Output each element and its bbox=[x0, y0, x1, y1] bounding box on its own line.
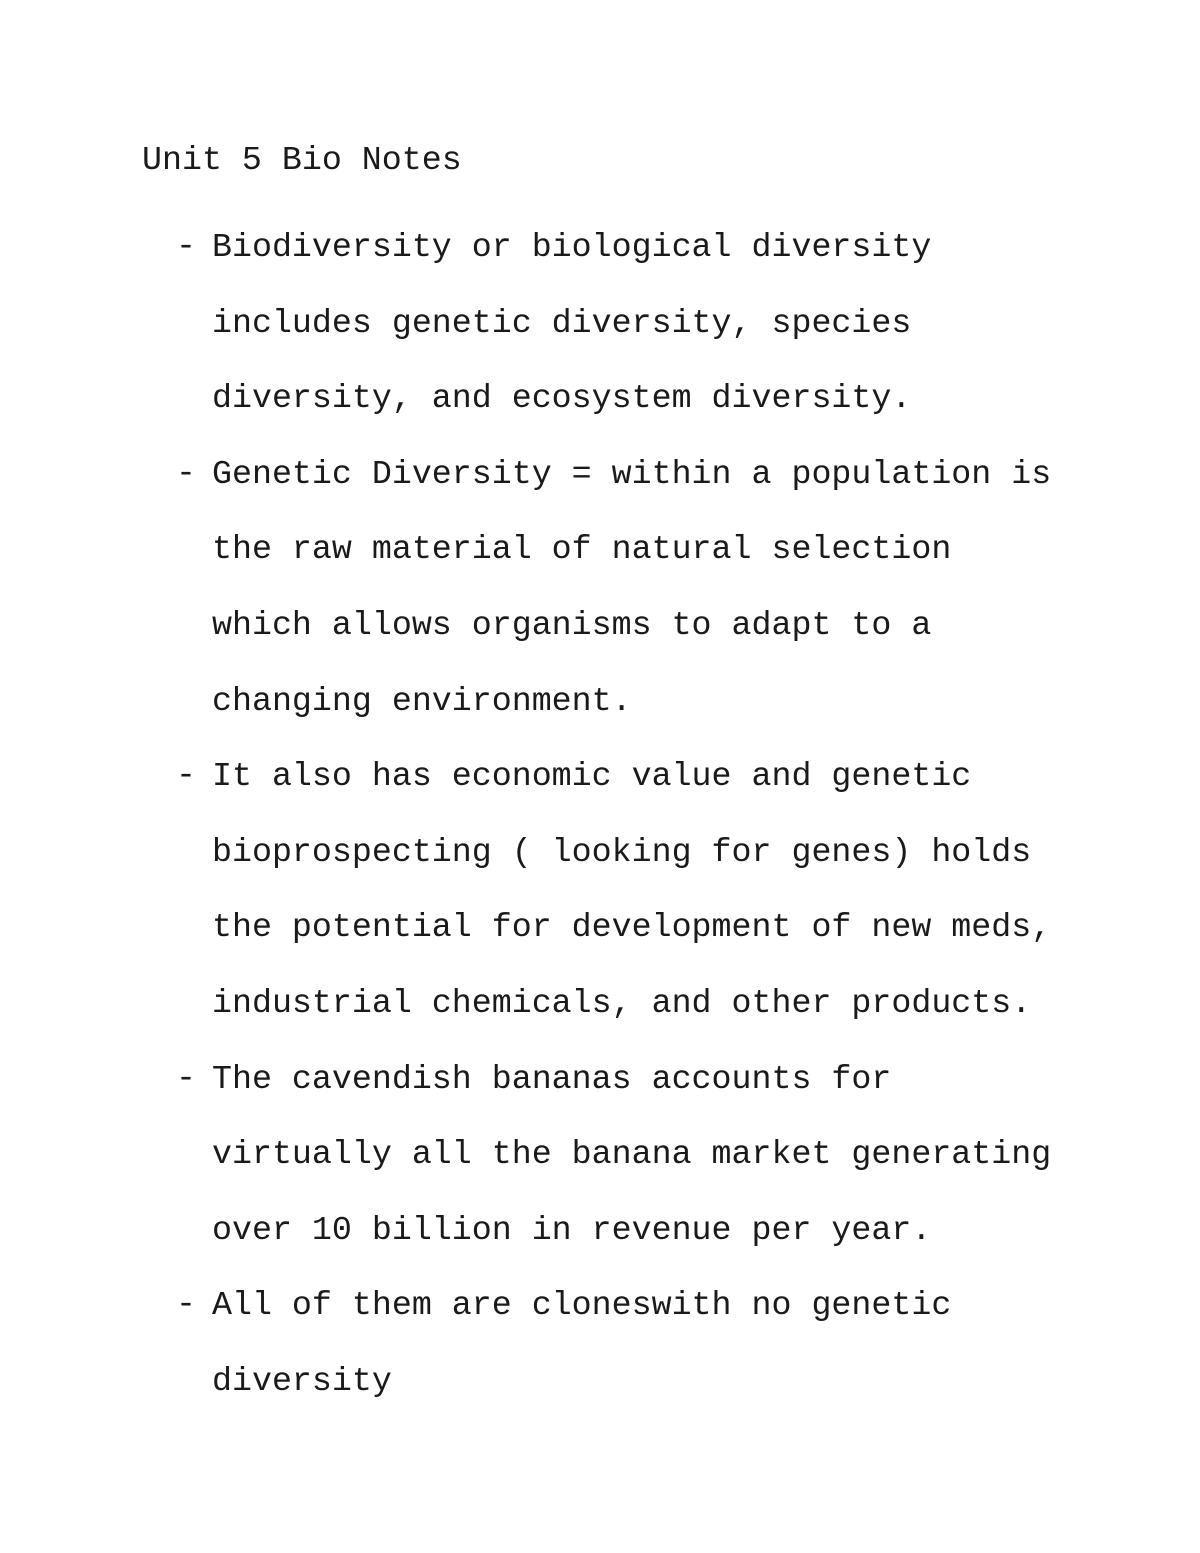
note-line: All of them are cloneswith no genetic bbox=[212, 1286, 952, 1325]
notes-list bbox=[0, 225, 1200, 1435]
list-item bbox=[0, 225, 1200, 452]
page-title: Unit 5 Bio Notes bbox=[142, 141, 462, 179]
list-item bbox=[0, 754, 1200, 1056]
list-item bbox=[0, 452, 1200, 754]
note-line: bioprospecting ( looking for genes) holds bbox=[212, 832, 1032, 871]
bullet-dash: - bbox=[176, 453, 196, 492]
note-line: which allows organisms to adapt to a bbox=[212, 605, 932, 644]
note-line: includes genetic diversity, species bbox=[212, 303, 912, 342]
note-line: diversity, and ecosystem diversity. bbox=[212, 379, 912, 418]
list-item bbox=[0, 1057, 1200, 1284]
note-line: industrial chemicals, and other products. bbox=[212, 983, 1032, 1022]
bullet-dash: - bbox=[176, 1285, 196, 1324]
bullet-dash: - bbox=[176, 1058, 196, 1097]
note-line: the raw material of natural selection bbox=[212, 530, 952, 569]
bullet-dash: - bbox=[176, 756, 196, 795]
note-line: diversity bbox=[212, 1361, 392, 1400]
note-line: It also has economic value and genetic bbox=[212, 757, 972, 796]
list-item bbox=[0, 1283, 1200, 1434]
bullet-dash: - bbox=[176, 227, 196, 265]
note-line: the potential for development of new meds, bbox=[212, 908, 1052, 947]
note-line: Biodiversity or biological diversity bbox=[212, 228, 932, 266]
note-line: over 10 billion in revenue per year. bbox=[212, 1210, 932, 1249]
note-line: changing environment. bbox=[212, 681, 632, 720]
note-line: Genetic Diversity = within a population is bbox=[212, 454, 1052, 493]
note-line: The cavendish bananas accounts for bbox=[212, 1059, 892, 1098]
note-line: virtually all the banana market generating bbox=[212, 1135, 1052, 1174]
